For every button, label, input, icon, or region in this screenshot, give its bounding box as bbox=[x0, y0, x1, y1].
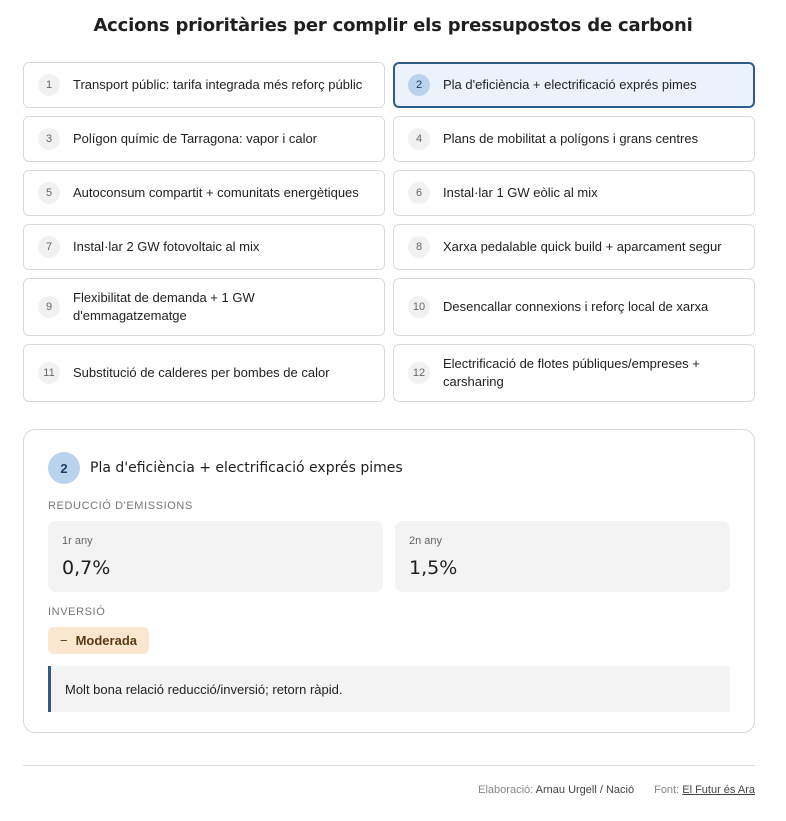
detail-panel bbox=[23, 429, 755, 733]
year1-label: 1r any bbox=[62, 535, 93, 547]
action-item-4[interactable] bbox=[393, 116, 755, 162]
action-label: Polígon químic de Tarragona: vapor i calor bbox=[73, 131, 318, 146]
action-number: 10 bbox=[408, 296, 430, 318]
action-label: Xarxa pedalable quick build + aparcament segur bbox=[443, 239, 722, 254]
credit-value: Arnau Urgell / Nació bbox=[535, 784, 635, 796]
action-item-6[interactable] bbox=[393, 170, 755, 216]
action-item-1[interactable] bbox=[23, 62, 385, 108]
action-label: Flexibilitat de demanda + 1 GW d'emmagatzematge bbox=[73, 290, 255, 323]
detail-number: 2 bbox=[48, 452, 80, 484]
action-number: 2 bbox=[408, 74, 430, 96]
source bbox=[654, 784, 755, 796]
action-number: 1 bbox=[38, 74, 60, 96]
action-item-10[interactable] bbox=[393, 278, 755, 336]
action-item-2[interactable] bbox=[393, 62, 755, 108]
actions-grid bbox=[23, 62, 755, 402]
action-item-8[interactable] bbox=[393, 224, 755, 270]
source-label: Font: bbox=[654, 784, 680, 796]
action-number: 5 bbox=[38, 182, 60, 204]
action-label: Autoconsum compartit + comunitats energètiques bbox=[73, 185, 359, 200]
action-item-7[interactable] bbox=[23, 224, 385, 270]
action-label: Instal·lar 2 GW fotovoltaic al mix bbox=[73, 239, 260, 254]
year2-value: 1,5% bbox=[409, 557, 458, 579]
action-label: Substitució de calderes per bombes de calor bbox=[73, 365, 330, 380]
action-item-12[interactable] bbox=[393, 344, 755, 402]
minus-icon: − bbox=[60, 633, 68, 648]
year1-value: 0,7% bbox=[62, 557, 111, 579]
investment-badge bbox=[48, 627, 149, 654]
detail-header bbox=[48, 452, 403, 484]
action-number: 4 bbox=[408, 128, 430, 150]
investment-value: Moderada bbox=[75, 633, 137, 648]
credit-label: Elaboració: bbox=[478, 784, 534, 796]
action-item-3[interactable] bbox=[23, 116, 385, 162]
source-link[interactable]: El Futur és Ara bbox=[682, 784, 755, 796]
action-number: 12 bbox=[408, 362, 430, 384]
action-number: 8 bbox=[408, 236, 430, 258]
action-item-5[interactable] bbox=[23, 170, 385, 216]
year2-stat-card bbox=[395, 521, 730, 592]
action-item-9[interactable] bbox=[23, 278, 385, 336]
action-label: Desencallar connexions i reforç local de xarxa bbox=[443, 299, 709, 314]
action-label: Transport públic: tarifa integrada més reforç públic bbox=[73, 77, 363, 92]
year2-label: 2n any bbox=[409, 535, 443, 547]
action-label: Plans de mobilitat a polígons i grans centres bbox=[443, 131, 699, 146]
page-title: Accions prioritàries per complir els pressupostos de carboni bbox=[93, 15, 693, 36]
year1-stat-card bbox=[48, 521, 383, 592]
action-number: 6 bbox=[408, 182, 430, 204]
footer bbox=[478, 784, 755, 796]
action-number: 3 bbox=[38, 128, 60, 150]
detail-note: Molt bona relació reducció/inversió; retorn ràpid. bbox=[48, 666, 730, 712]
detail-title: Pla d'eficiència + electrificació exprés pimes bbox=[90, 460, 403, 476]
action-label: Instal·lar 1 GW eòlic al mix bbox=[443, 185, 598, 200]
action-label: Pla d'eficiència + electrificació exprés pimes bbox=[443, 77, 697, 92]
investment-section-label: INVERSIÓ bbox=[48, 606, 106, 618]
action-number: 11 bbox=[38, 362, 60, 384]
action-number: 9 bbox=[38, 296, 60, 318]
emissions-section-label: REDUCCIÓ D'EMISSIONS bbox=[48, 500, 193, 512]
credit bbox=[478, 784, 634, 796]
action-number: 7 bbox=[38, 236, 60, 258]
action-item-11[interactable] bbox=[23, 344, 385, 402]
action-label: Electrificació de flotes públiques/empreses + carsharing bbox=[443, 356, 700, 389]
footer-divider bbox=[23, 765, 755, 766]
